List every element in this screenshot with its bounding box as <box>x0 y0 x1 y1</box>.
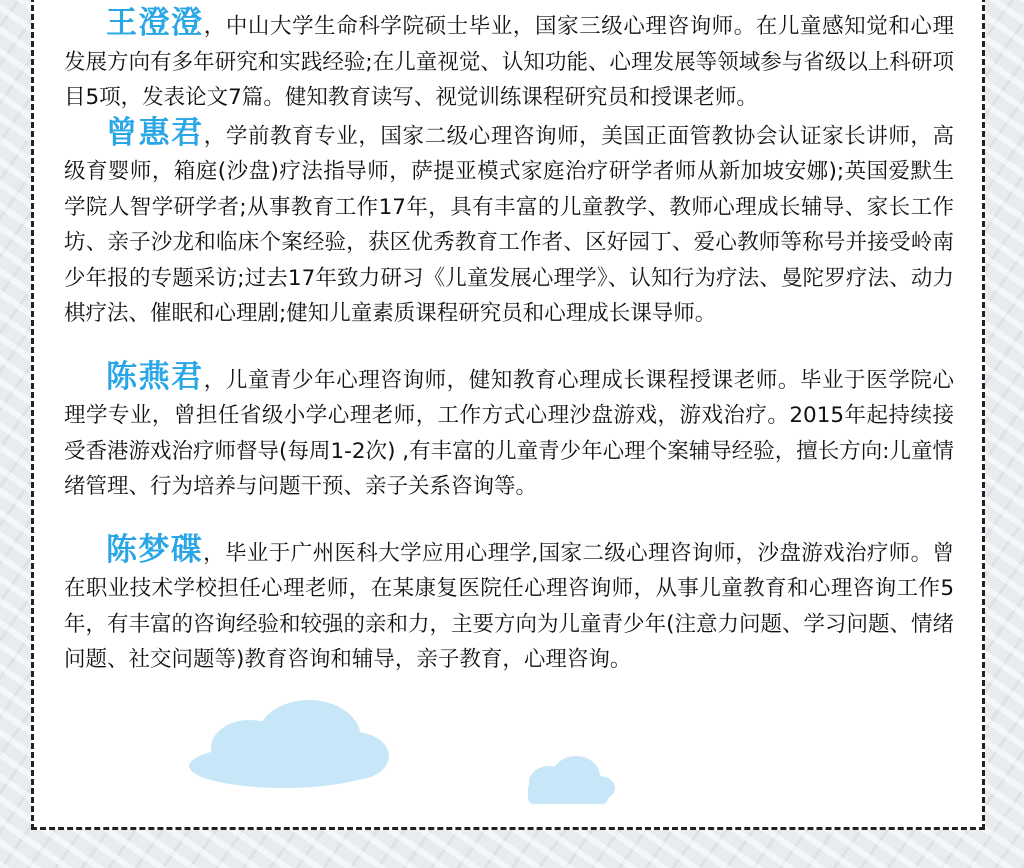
bio-chen-yan <box>64 360 954 505</box>
bio-name: 陈梦碟 <box>106 531 204 568</box>
bio-name: 陈燕君 <box>106 358 204 395</box>
bio-text: ，毕业于广州医科大学应用心理学,国家二级心理咨询师，沙盘游戏治疗师。曾在职业技术学校担任心理老师，在某康复医院任心理咨询师，从事儿童教育和心理咨询工作5年，有丰富的咨询经验和较强的亲和力，主要方向为儿童青少年(注意力问题、学习问题、情绪问题、社交问题等)教育咨询和辅导，亲子教育，心理咨询。 <box>64 540 955 672</box>
bio-text: ，中山大学生命科学院硕士毕业，国家三级心理咨询师。在儿童感知觉和心理发展方向有多年研究和实践经验;在儿童视觉、认知功能、心理发展等领域参与省级以上科研项目5项，发表论文7篇。健知教育读写、视觉训练课程研究员和授课老师。 <box>64 14 954 110</box>
bio-text: ，儿童青少年心理咨询师，健知教育心理成长课程授课老师。毕业于医学院心理学专业，曾担任省级小学心理老师，工作方式心理沙盘游戏，游戏治疗。2015年起持续接受香港游戏治疗师督导(每周1-2次) ,有丰富的儿童青少年心理个案辅导经验，擅长方向:儿童情绪管理、行为培养与问题干预、亲子关系咨询等。 <box>64 367 954 499</box>
content-card <box>31 0 985 830</box>
bio-zeng <box>64 116 954 332</box>
cloud-right <box>528 756 615 804</box>
cloud-left <box>189 700 389 788</box>
bio-wang <box>64 6 954 116</box>
bio-name: 曾惠君 <box>106 114 204 151</box>
bio-chen-meng <box>64 533 954 678</box>
bio-name: 王澄澄 <box>106 5 204 41</box>
bio-text: ，学前教育专业，国家二级心理咨询师，美国正面管教协会认证家长讲师，高级育婴师，箱庭(沙盘)疗法指导师，萨提亚模式家庭治疗研学者师从新加坡安娜);英国爱默生学院人智学研学者;从事教育工作17年，具有丰富的儿童教学、教师心理成长辅导、家长工作坊、亲子沙龙和临床个案经验，获区优秀教育工作者、区好园丁、爱心教师等称号并接受岭南少年报的专题采访;过去17年致力研习《儿童发展心理学》、认知行为疗法、曼陀罗疗法、动力棋疗法、催眠和心理剧;健知儿童素质课程研究员和心理成长课导师。 <box>64 123 954 326</box>
bio-list <box>64 6 954 678</box>
